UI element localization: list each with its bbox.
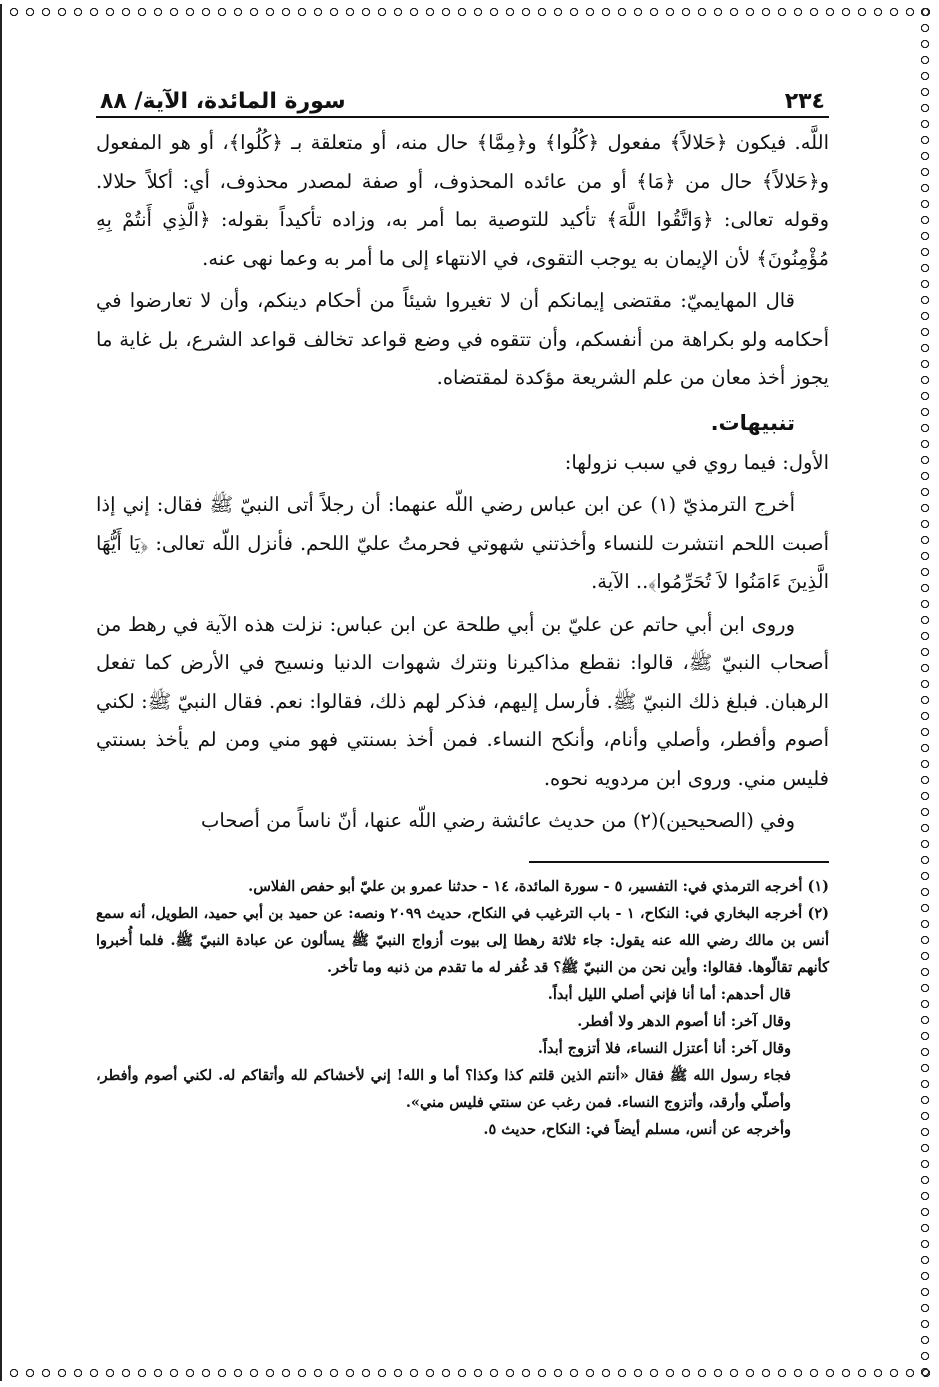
footnotes [96, 873, 829, 1143]
section-heading: تنبيهات. [710, 410, 795, 435]
footnote-line: وأخرجه عن أنس، مسلم أيضاً في: النكاح، حديث ٥. [483, 1120, 791, 1138]
paragraph-5: وفي (الصحيحين)(٢) من حديث عائشة رضي اللّه عنها، أنّ ناساً من أصحاب [201, 809, 795, 832]
ornamental-border-top [6, 4, 933, 20]
footnote-2: (٢) أخرجه البخاري في: النكاح، ١ - باب الترغيب في النكاح، حديث ٢٠٩٩ ونصه: عن حميد بن أبي حميد، الطويل، أنه سمع أنس بن مالك رضي الله عنه يقول: جاء ثلاثة رهطا إلى بيوت أزواج النبيّ ﷺ يسألون عن عبادة النبيّ ﷺ. فلما أُخبروا كأنهم تقالّوها. فقالوا: وأين نحن من النبيّ ﷺ؟ قد غُفر له ما تقدم من ذنبه وما تأخر. [96, 904, 829, 976]
page-header [96, 70, 829, 118]
subheading: الأول: فيما روي في سبب نزولها: [564, 450, 829, 474]
ornamental-border-right [917, 4, 933, 1381]
footnote-1: (١) أخرجه الترمذي في: التفسير، ٥ - سورة المائدة، ١٤ - حدثنا عمرو بن عليّ أبو حفص الفلاس. [248, 877, 829, 895]
ornamental-border-bottom [6, 1365, 933, 1381]
paragraph-2: قال المهايميّ: مقتضى إيمانكم أن لا تغيروا شيئاً من أحكام دينكم، وأن لا تعارضوا في أحكامه ولو بكراهة من أنفسكم، وأن تتقوه في وضع قواعد تخالف قواعد الشرع، بل غاية ما يجوز أخذ معان من علم الشريعة مؤكدة لمقتضاه. [96, 289, 829, 389]
border-left-line [0, 4, 7, 1381]
running-title: سورة المائدة، الآية/ ٨٨ [100, 89, 346, 114]
paragraph-3: أخرج الترمذيّ (١) عن ابن عباس رضي اللّه عنهما: أن رجلاً أتى النبيّ ﷺ فقال: إني إذا أصبت اللحم انتشرت للنساء وأخذتني شهوتي فحرمتُ عليّ اللحم. فأنزل اللّه تعالى: ﴿يَا أَيُّهَا الَّذِينَ ءَامَنُوا لاَ تُحَرِّمُوا﴾.. الآية. [96, 493, 829, 593]
footnote-line: قال أحدهم: أما أنا فإني أصلي الليل أبداً. [547, 985, 791, 1003]
footnote-line: فجاء رسول الله ﷺ فقال «أنتم الذين قلتم كذا وكذا؟ أما و الله! إني لأخشاكم لله وأتقاكم له. لكني أصوم وأفطر، وأصلّي وأرقد، وأتزوج النساء. فمن رغب عن سنتي فليس مني». [96, 1066, 791, 1111]
paragraph-1: اللَّه. فيكون ﴿حَلالاً﴾ مفعول ﴿كُلُوا﴾ و﴿مِمَّا﴾ حال منه، أو متعلقة بـ ﴿كُلُوا﴾، أو هو المفعول و﴿حَلالاً﴾ حال من ﴿مَا﴾ أو من عائده المحذوف، أو صفة لمصدر محذوف، أي: أكلاً حلالا. وقوله تعالى: ﴿وَاتَّقُوا اللَّهَ﴾ تأكيد للتوصية بما أمر به، وزاده تأكيداً بقوله: ﴿الَّذِي أَنتُمْ بِهِ مُؤْمِنُونَ﴾ لأن الإيمان به يوجب التقوى، في الانتهاء إلى ما أمر به وعما نهى عنه. [96, 131, 829, 270]
footnote-line: وقال آخر: أنا أصوم الدهر ولا أفطر. [577, 1012, 791, 1030]
page-number: ٢٣٤ [784, 89, 825, 114]
paragraph-4: وروى ابن أبي حاتم عن عليّ بن أبي طلحة عن ابن عباس: نزلت هذه الآية في رهط من أصحاب النبيّ ﷺ، قالوا: نقطع مذاكيرنا ونترك شهوات الدنيا ونسيح في الأرض كما تفعل الرهبان. فبلغ ذلك النبيّ ﷺ. فأرسل إليهم، فذكر لهم ذلك، فقالوا: نعم. فقال النبيّ ﷺ: لكني أصوم وأفطر، وأصلي وأنام، وأنكح النساء. فمن أخذ بسنتي فهو مني ومن لم يأخذ بسنتي فليس مني. وروى ابن مردويه نحوه. [96, 612, 829, 790]
footnote-line: وقال آخر: أنا أعتزل النساء، فلا أتزوج أبداً. [537, 1039, 791, 1057]
footnote-separator [529, 861, 829, 863]
page-content [96, 70, 829, 1143]
main-text [96, 124, 829, 841]
